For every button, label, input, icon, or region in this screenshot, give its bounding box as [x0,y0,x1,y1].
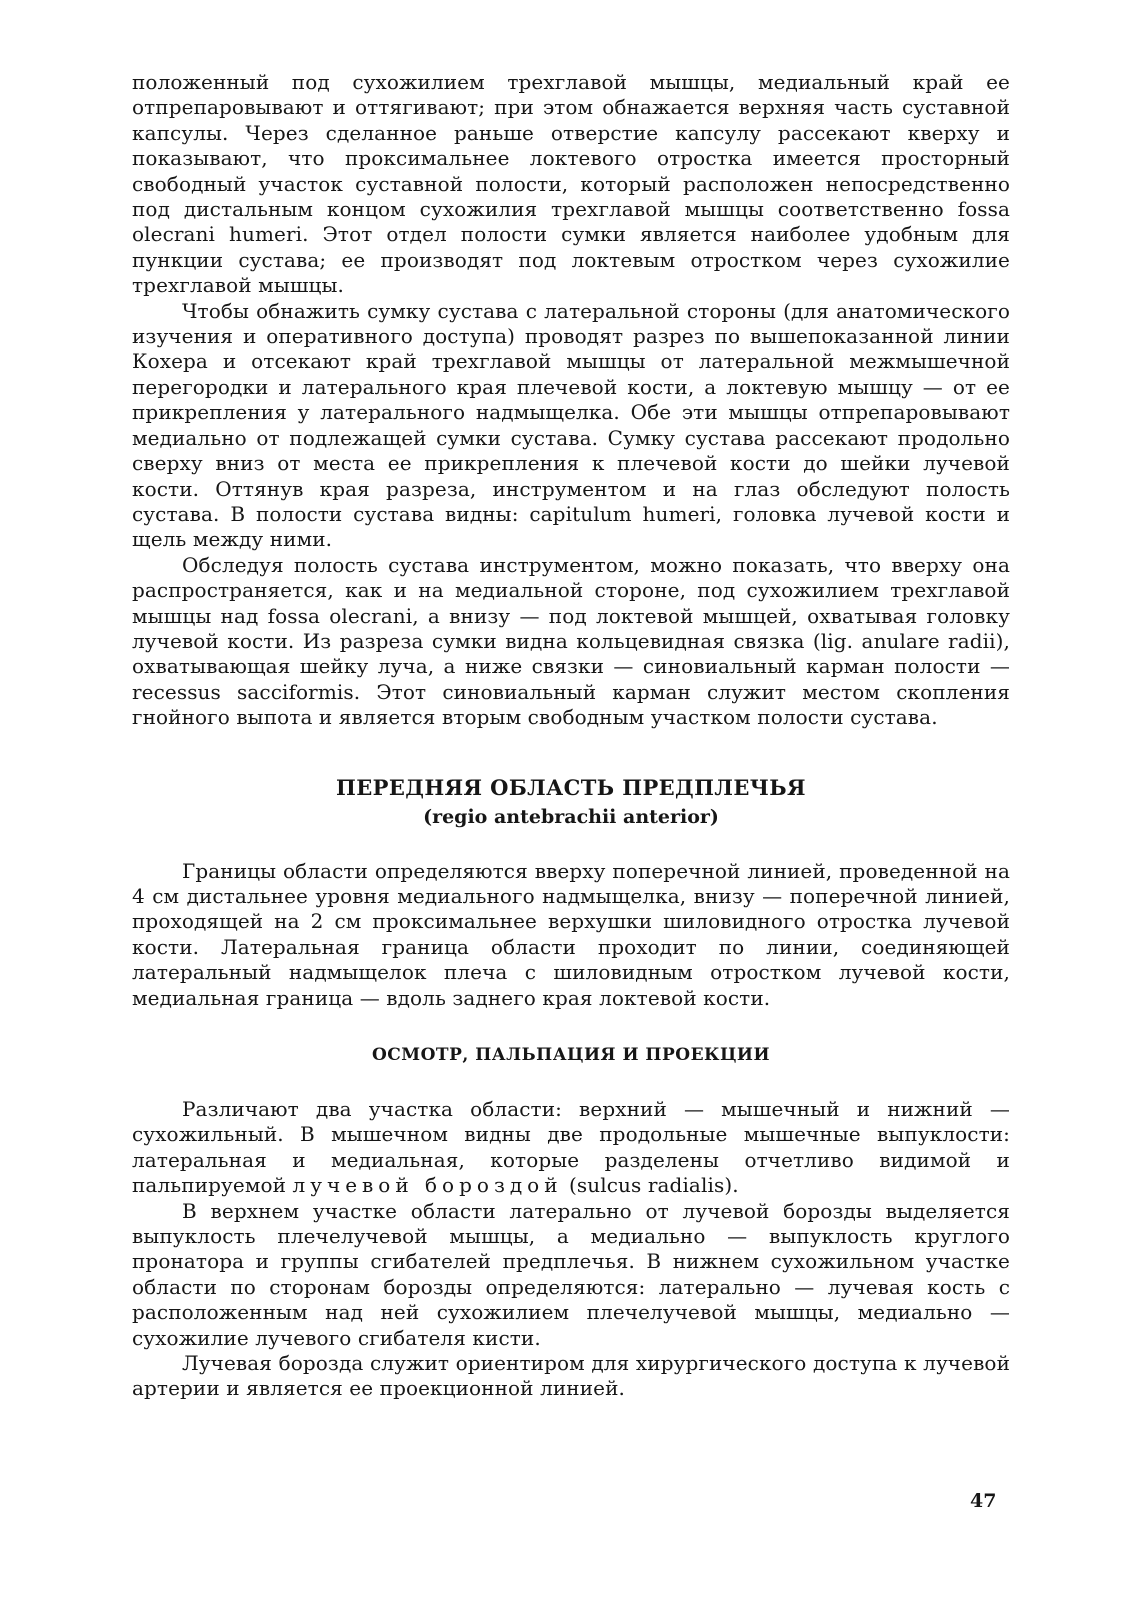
section-subtitle: (regio antebrachii anterior) [423,805,719,828]
paragraph-upper-area: В верхнем участке области латерально от лучевой борозды выделяется выпуклость плечелучевой мышцы, а медиально — выпуклость круглого пронатора и группы сгибателей предплечья. В нижнем сухожильном участке области по сторонам борозды определяются: латерально — лучевая кость с расположенным над ней сухожилием плечелучевой мышцы, медиально — сухожилие лучевого сгибателя кисти. [132,1198,1010,1350]
paragraph-continuation: положенный под сухожилием трехглавой мышцы, медиальный край ее отпрепаровывают и оттягивают; при этом обнажается верхняя часть суставной капсулы. Через сделанное раньше отверстие капсулу рассекают кверху и показывают, что проксимальнее локтевого отростка имеется просторный свободный участок суставной полости, который расположен непосредственно под дистальным концом сухожилия трехглавой мышцы соответственно fossa olecrani humeri. Этот отдел полости сумки является наиболее удобным для пункции сустава; ее производят под локтевым отростком через сухожилие трехглавой мышцы. [132,70,1010,298]
subsection-title: ОСМОТР, ПАЛЬПАЦИЯ И ПРОЕКЦИИ [371,1045,771,1065]
paragraph-two-areas [132,1097,1010,1199]
page-number: 47 [970,1490,997,1512]
paragraph-radial-groove: Лучевая борозда служит ориентиром для хирургического доступа к лучевой артерии и является ее проекционной линией. [132,1351,1010,1401]
text-run: Различают два участка области: верхний — мышечный и нижний — сухожильный. В мышечном видны две продольные мышечные выпуклости: латеральная и медиальная, которые разделены отчетливо видимой и пальпируемой [132,1097,1010,1198]
page-content [132,70,1010,1402]
paragraph-lateral-approach: Чтобы обнажить сумку сустава с латеральной стороны (для анатомического изучения и оперативного доступа) проводят разрез по вышепоказанной линии Кохера и отсекают край трехглавой мышцы от латеральной межмышечной перегородки и латерального края плечевой кости, а локтевую мышцу — от ее прикрепления у латерального надмыщелка. Обе эти мышцы отпрепаровывают медиально от подлежащей сумки сустава. Сумку сустава рассекают продольно сверху вниз от места ее прикрепления к плечевой кости до шейки лучевой кости. Оттянув края разреза, инструментом и на глаз обследуют полость сустава. В полости сустава видны: capitulum humeri, головка лучевой кости и щель между ними. [132,298,1010,552]
section-title: ПЕРЕДНЯЯ ОБЛАСТЬ ПРЕДПЛЕЧЬЯ [336,774,806,800]
section-heading [132,773,1010,831]
paragraph-joint-cavity: Обследуя полость сустава инструментом, можно показать, что вверху она распространяется, как и на медиальной стороне, под сухожилием трехглавой мышцы над fossa olecrani, а внизу — под локтевой мышцей, охватывая головку лучевой кости. Из разреза сумки видна кольцевидная связка (lig. anulare radii), охватывающая шейку луча, а ниже связки — синовиальный карман полости — recessus sacciformis. Этот синовиальный карман служит местом скопления гнойного выпота и является вторым свободным участком полости сустава. [132,552,1010,730]
text-run: (sulcus radialis). [562,1173,739,1198]
paragraph-boundaries: Границы области определяются вверху поперечной линией, проведенной на 4 см дистальнее уровня медиального надмыщелка, внизу — поперечной линией, проходящей на 2 см проксимальнее верхушки шиловидного отростка лучевой кости. Латеральная граница области проходит по линии, соединяющей латеральный надмыщелок плеча с шиловидным отростком лучевой кости, медиальная граница — вдоль заднего края локтевой кости. [132,858,1010,1010]
spaced-term: лучевой бороздой [292,1173,563,1198]
